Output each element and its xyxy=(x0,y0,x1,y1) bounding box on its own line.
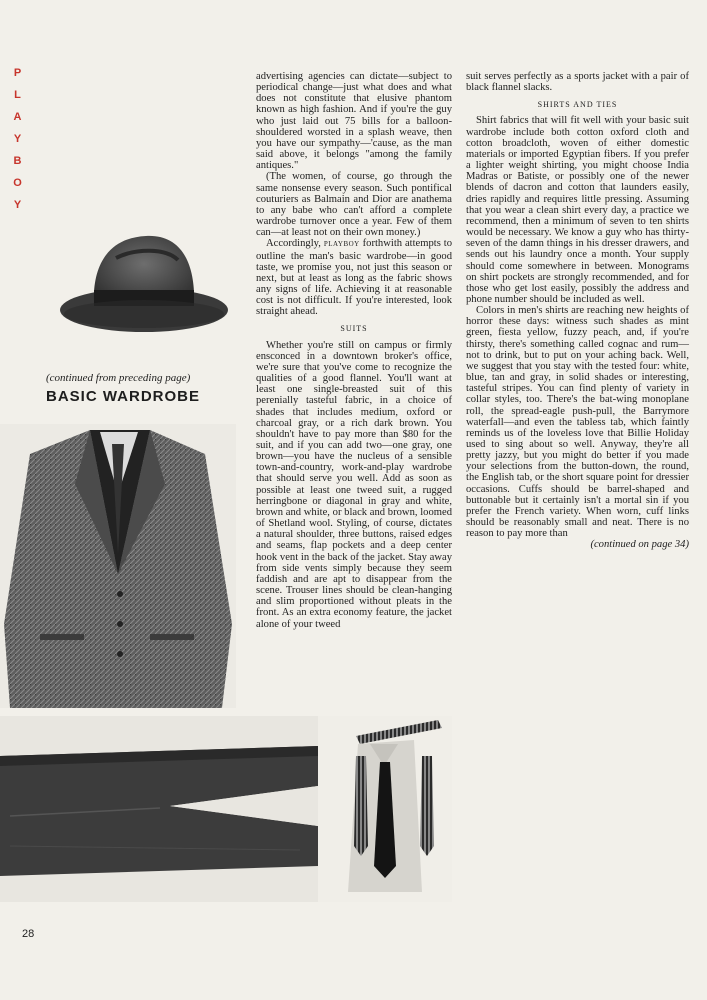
page-number: 28 xyxy=(22,928,35,940)
section-heading-shirts: SHIRTS AND TIES xyxy=(537,100,618,110)
continued-on-note: (continued on page 34) xyxy=(590,539,689,551)
section-heading-suits: SUITS xyxy=(340,324,368,334)
text-run: Accordingly, xyxy=(266,238,324,250)
tweed-jacket-photo xyxy=(0,424,236,708)
masthead-letter: A xyxy=(13,111,23,123)
hat-photo xyxy=(56,218,228,338)
masthead-letter: L xyxy=(14,89,22,101)
paragraph: Colors in men's shirts are reaching new heights of horror these days: witness such shades as mint green, fiesta yellow, fuzzy peach, and, if you're thirsty, there's something called cognac and rum—not to drink, but to put on your aching back. Well, we suggest that you stay with the tested four: white, blue, tan and gray, in solid shades or interesting, tasteful stripes. You can find plenty of variety in collar styles, too. There's the bat-wing monoplane roll, the spread-eagle push-pull, the Barrymore waterfall—and even the tabless tab, which faintly reminds us of the loveless love that Billie Holiday used to sing about so well. Anyway, they're all pretty jazzy, but you might do better if you made your selections from the button-down, the round, the English tab, or the short square point for dressier occasions. Cuffs should be barrel-shaped and buttonable but it certainly isn't a mortal sin if you prefer the French variety. When worn, cuff links should be reasonably small and neat. There is no reason to pay more than xyxy=(466,305,689,540)
paragraph: advertising agencies can dictate—subject to periodical change—just what does and what does not constitute that elusive phantom known as high fashion. And if you're the guy who just laid out 75 bills for a balloon-shouldered worsted in a splash weave, then you have our sympathy—'cause, as the man said above, it belongs "among the family antiques." xyxy=(256,71,452,172)
text-run: forthwith attempts to outline the man's basic wardrobe—in good taste, we promise you, not just this season or next, but at least as long as the fabric shows any signs of life. Achieving it at reasonable cost is not difficult. If you're interested, look straight ahead. xyxy=(256,238,452,318)
masthead-letter: Y xyxy=(13,133,23,145)
paragraph: Whether you're still on campus or firmly ensconced in a downtown broker's office, we're sure that you've come to recognize the qualities of a good flannel. You'll want at least one single-breasted suit of this perenially tasteful fabric, in a choice of shades that includes medium, oxford or charcoal gray, or a rich dark brown. You shouldn't have to pay more than $80 for the suit, and if you can add two—one gray, one brown—you have the nucleus of a sensible town-and-country, work-and-play wardrobe that should serve you well. Add as soon as possible at least one tweed suit, a rugged herringbone or diagonal in gray and white, brown and white, or black and brown, loomed of Shetland wool. Styling, of course, dictates a natural shoulder, three buttons, raised edges and seams, flap pockets and a deep center hook vent in the back of the jacket. Stay away from side vents simply because they seem faddish and are apt to disappear from the scene. Trouser lines should be clean-hanging and slim proportioned without pleats in the front. As an extra economy feature, the jacket alone of your tweed xyxy=(256,339,452,630)
article-column-3 xyxy=(466,71,689,551)
playboy-smallcaps: playboy xyxy=(323,239,360,250)
masthead-letter: Y xyxy=(13,199,23,211)
playboy-masthead xyxy=(8,62,28,216)
paragraph: Shirt fabrics that will fit well with your basic suit wardrobe include both cotton oxford cloth and cotton broadcloth, woven of either domestic materials or imported Egyptian fibers. If you prefer a lighter weight shirting, you might choose India Madras or Batiste, or possibly one of the newer blends of dacron and cotton that launders easily, dries rapidly and requires little pressing. Assuming that you wear a clean shirt every day, a practice we recommend, then a minimum of seven to ten shirts would be necessary. We know a guy who has thirty-seven of the damn things in his dresser drawers, and sends out his laundry once a month. Your supply should come somewhere in between. Monograms on shirt pockets are strongly recommended, and for those who get lost easily, possibly the address and phone number should be included as well. xyxy=(466,115,689,305)
masthead-letter: P xyxy=(13,67,23,79)
article-title: BASIC WARDROBE xyxy=(46,388,201,405)
shirt-and-ties-photo xyxy=(318,716,452,902)
trousers-photo xyxy=(0,716,318,902)
paragraph: (The women, of course, go through the same nonsense every season. Such pontifical couturiers as Balmain and Dior are anathema to any babe who can't afford a complete wardrobe turnover once a year. Few of them can—at least not on their own money.) xyxy=(256,171,452,239)
continued-from-note: (continued from preceding page) xyxy=(46,372,191,384)
article-column-2 xyxy=(256,71,452,630)
paragraph: suit serves perfectly as a sports jacket with a pair of black flannel slacks. xyxy=(466,71,689,94)
masthead-letter: B xyxy=(13,155,23,167)
masthead-letter: O xyxy=(13,177,23,189)
paragraph xyxy=(256,238,452,317)
